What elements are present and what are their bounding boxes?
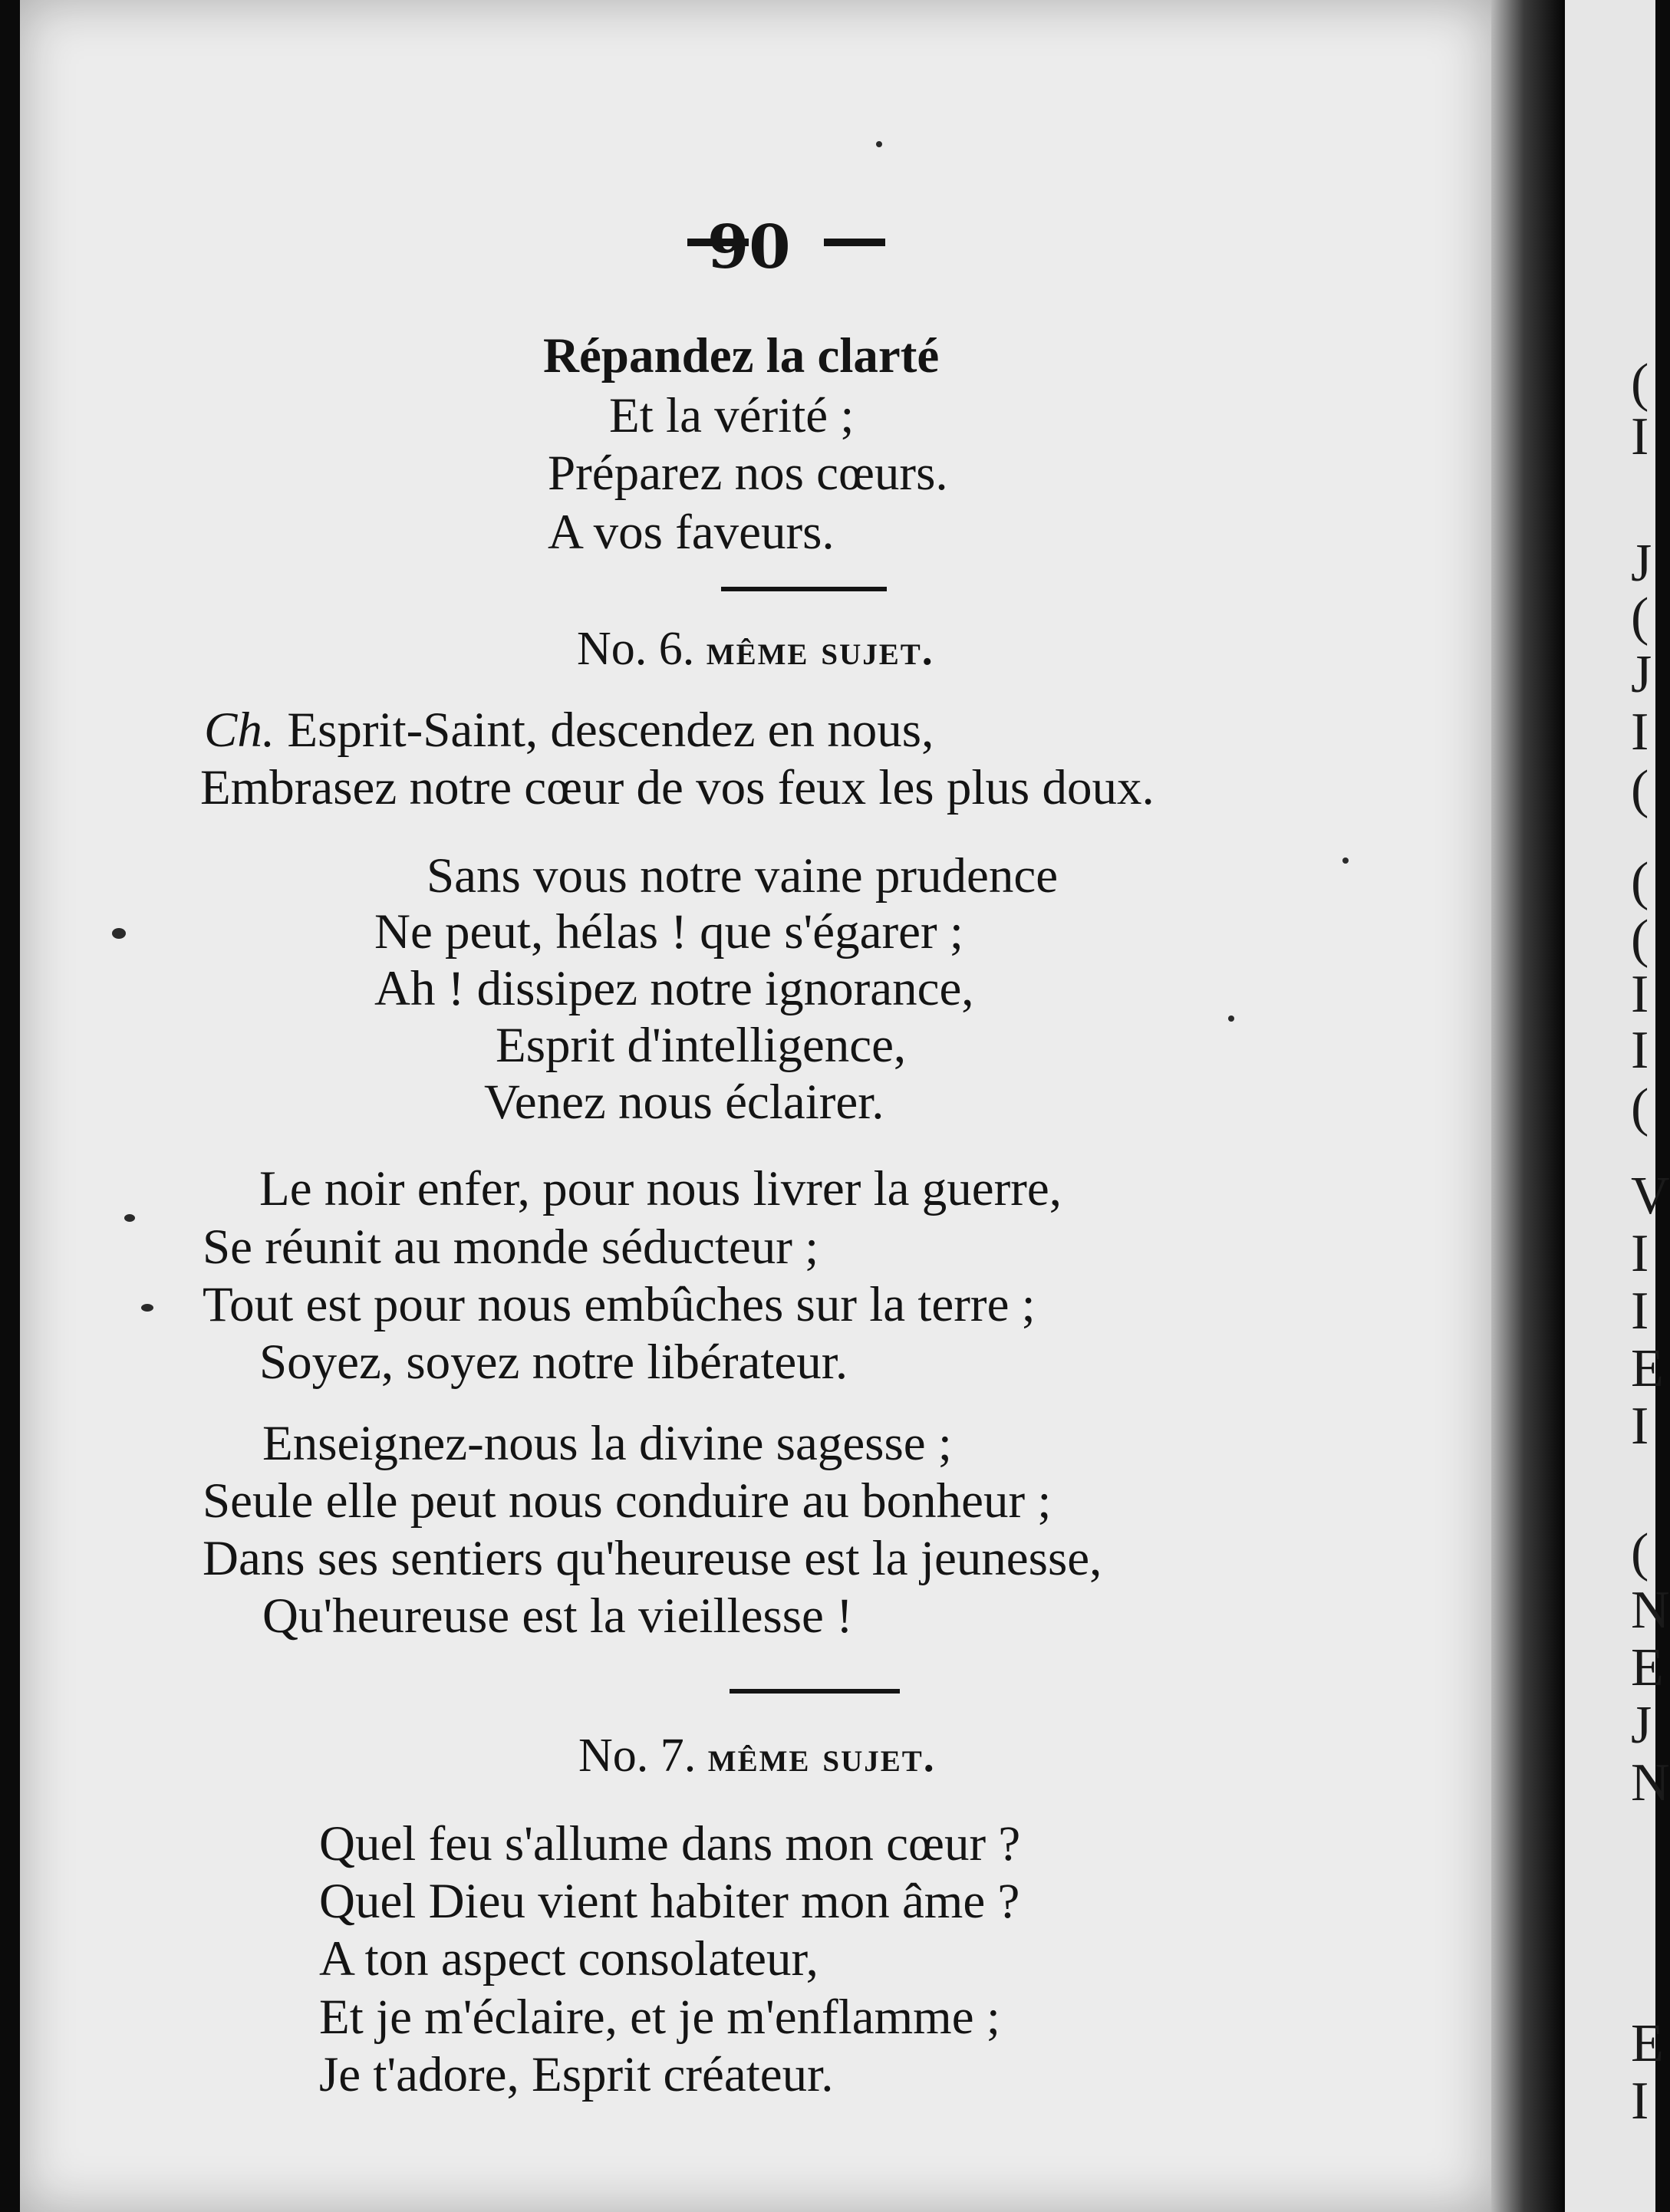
edge-letter: I: [1631, 1224, 1649, 1283]
hymn-7-number: No. 7.: [578, 1730, 697, 1782]
hymn-7-stanza-1-line: A ton aspect consolateur,: [319, 1931, 819, 1987]
hymn-6-stanza-1-line: Venez nous éclairer.: [484, 1075, 884, 1130]
edge-letter: I: [1631, 1021, 1649, 1080]
ink-speck: [876, 141, 882, 147]
ink-speck: [1228, 1015, 1234, 1022]
adjacent-page-edge: [1565, 0, 1670, 2212]
edge-letter: I: [1631, 703, 1649, 762]
page-number-dash-right: [824, 239, 885, 246]
section-divider: [721, 587, 887, 591]
hymn-6-stanza-1-line: Ne peut, hélas ! que s'égarer ;: [374, 904, 963, 960]
edge-letter: E: [1631, 1339, 1664, 1398]
edge-letter: (: [1631, 354, 1649, 413]
hymn-6-stanza-3-line: Seule elle peut nous conduire au bonheur ;: [203, 1473, 1052, 1529]
hymn-6-stanza-1-line: Sans vous notre vaine prudence: [427, 848, 1059, 904]
hymn-6-refrain-line-2: Embrasez notre cœur de vos feux les plus doux.: [200, 760, 1155, 815]
edge-letter: I: [1631, 407, 1649, 466]
top-stanza-line: Préparez nos cœurs.: [548, 446, 948, 501]
hymn-6-stanza-2-line: Le noir enfer, pour nous livrer la guerre,: [259, 1161, 1062, 1216]
edge-letter: (: [1631, 1078, 1649, 1137]
edge-letter: (: [1631, 1523, 1649, 1582]
hymn-7-stanza-1-line: Quel Dieu vient habiter mon âme ?: [319, 1874, 1020, 1929]
hymn-6-number: No. 6.: [577, 623, 695, 675]
edge-letter: (: [1631, 852, 1649, 911]
ink-speck: [112, 928, 126, 939]
edge-letter: N: [1631, 1753, 1670, 1812]
edge-letter: I: [1631, 965, 1649, 1024]
edge-letter: J: [1631, 534, 1652, 593]
edge-letter: V: [1631, 1167, 1670, 1226]
book-page: [20, 0, 1491, 2212]
edge-letter: J: [1631, 645, 1652, 704]
edge-letter: N: [1631, 1581, 1670, 1640]
refrain-text: Esprit-Saint, descendez en nous,: [287, 703, 934, 758]
hymn-6-stanza-3-line: Qu'heureuse est la vieillesse !: [262, 1588, 853, 1644]
top-stanza-line: A vos faveurs.: [548, 505, 835, 560]
section-divider: [730, 1689, 900, 1694]
hymn-7-subject: même sujet.: [707, 1733, 936, 1781]
hymn-6-subject: même sujet.: [706, 627, 934, 674]
edge-letter: I: [1631, 1282, 1649, 1341]
edge-letter: I: [1631, 1397, 1649, 1456]
hymn-6-stanza-2-line: Soyez, soyez notre libérateur.: [259, 1335, 848, 1390]
hymn-6-stanza-3-line: Dans ses sentiers qu'heureuse est la jeunesse,: [203, 1531, 1102, 1586]
hymn-7-stanza-1-line: Je t'adore, Esprit créateur.: [319, 2047, 834, 2102]
ink-speck: [124, 1214, 135, 1222]
hymn-6-stanza-2-line: Se réunit au monde séducteur ;: [203, 1220, 819, 1275]
hymn-6-stanza-2-line: Tout est pour nous embûches sur la terre ;: [203, 1277, 1036, 1332]
edge-letter: (: [1631, 760, 1649, 819]
edge-letter: E: [1631, 1638, 1664, 1697]
top-stanza-line: Répandez la clarté: [543, 328, 940, 383]
edge-letter: I: [1631, 2072, 1649, 2131]
hymn-6-refrain-line-1: [204, 703, 934, 758]
hymn-7-heading: [578, 1730, 936, 1782]
book-gutter: [1491, 0, 1565, 2212]
edge-letter: (: [1631, 588, 1649, 647]
top-stanza-line: Et la vérité ;: [609, 388, 855, 443]
hymn-7-stanza-1-line: Quel feu s'allume dans mon cœur ?: [319, 1816, 1021, 1871]
edge-letter: (: [1631, 910, 1649, 969]
page-number: 90: [707, 212, 791, 282]
ink-speck: [141, 1304, 153, 1312]
hymn-6-heading: [577, 625, 934, 673]
edge-letter: E: [1631, 2014, 1664, 2073]
edge-letter: J: [1631, 1696, 1652, 1755]
hymn-6-stanza-3-line: Enseignez-nous la divine sagesse ;: [262, 1416, 952, 1471]
hymn-7-stanza-1-line: Et je m'éclaire, et je m'enflamme ;: [319, 1990, 1000, 2045]
hymn-6-stanza-1-line: Esprit d'intelligence,: [496, 1018, 907, 1073]
refrain-label: Ch.: [204, 703, 275, 758]
hymn-6-stanza-1-line: Ah ! dissipez notre ignorance,: [374, 961, 974, 1016]
ink-speck: [1342, 857, 1349, 864]
